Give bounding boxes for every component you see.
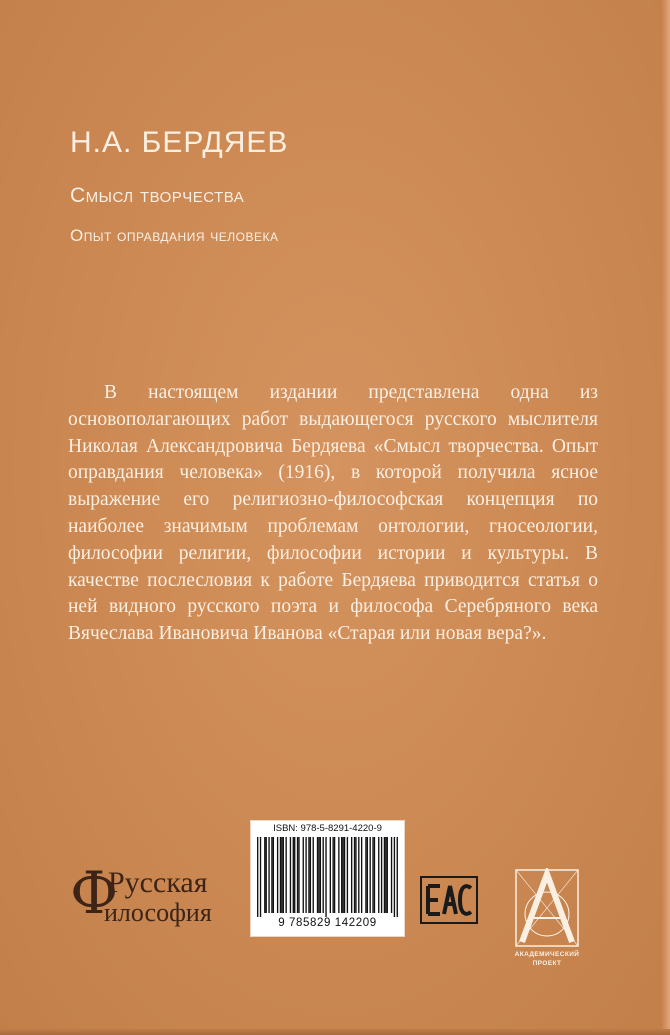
barcode-bar <box>268 837 269 913</box>
barcode-bar <box>358 837 359 913</box>
barcode-bar <box>370 837 371 913</box>
barcode-bar <box>342 837 343 913</box>
barcode-bar <box>372 837 373 913</box>
barcode-bar <box>257 837 258 917</box>
barcode-bar <box>367 837 368 913</box>
barcode-bar <box>320 837 321 913</box>
barcode-bar <box>332 837 333 913</box>
barcode-bar <box>283 837 284 913</box>
barcode-bar <box>293 837 294 913</box>
eac-certification-icon <box>420 876 478 924</box>
barcode-digits: 9 785829 142209 <box>278 917 377 929</box>
series-logo-russkaya-filosofiya <box>70 859 240 932</box>
series-logo-line1: Русская <box>108 866 208 899</box>
barcode-bar <box>341 837 342 913</box>
barcode-bar <box>397 837 398 917</box>
barcode-bar <box>394 837 395 917</box>
publisher-name <box>502 950 592 968</box>
barcode-bar <box>354 837 355 913</box>
barcode-bar <box>280 837 281 913</box>
barcode-bar <box>318 837 319 913</box>
series-logo-initial: Ф <box>70 859 119 927</box>
barcode-bar <box>313 837 314 913</box>
barcode-bar <box>334 837 335 913</box>
barcode-bar <box>344 837 345 913</box>
publisher-name-line2: ПРОЕКТ <box>532 960 562 967</box>
barcode-bar <box>385 837 386 913</box>
cover-edge-bottom <box>0 1029 670 1035</box>
series-logo-line2: илософия <box>104 898 212 927</box>
barcode-icon <box>257 837 398 917</box>
barcode-bar <box>330 837 331 913</box>
barcode-bar <box>323 837 324 913</box>
barcode-bar <box>271 837 272 913</box>
barcode-bar <box>351 837 352 913</box>
barcode-bar <box>387 837 388 913</box>
barcode-bar <box>325 837 326 917</box>
barcode-bar <box>365 837 366 913</box>
barcode-bar <box>391 837 392 913</box>
barcode-bar <box>310 837 311 913</box>
barcode-bar <box>317 837 318 913</box>
barcode-bar <box>381 837 382 913</box>
barcode-bar <box>297 837 298 913</box>
cover-edge-right <box>662 0 670 1035</box>
isbn-label: ISBN: 978-5-8291-4220-9 <box>273 823 382 834</box>
book-subtitle: Опыт оправдания человека <box>70 226 279 245</box>
barcode-bar <box>338 837 339 913</box>
barcode-bar <box>281 837 282 913</box>
publisher-logo <box>502 868 592 988</box>
barcode-bar <box>277 837 278 913</box>
barcode-bar <box>303 837 304 913</box>
book-title: Смысл творчества <box>70 184 245 207</box>
barcode-bar <box>308 837 309 913</box>
barcode-bar <box>266 837 267 913</box>
barcode-bar <box>260 837 261 917</box>
annotation-text: В настоящем издании представлена одна из основополагающих работ выдающегося русского мыслителя Николая Александровича Бердяева «Смысл творчества. Опыт оправдания человека» (1916), в которой получила ясное выражение его религиозно-философская концепция по наиболее значимым проблемам онтологии, гносеологии, философии религии, философии истории и культуры. В качестве послесловия к работе Бердяева приводится статья о ней видного русского поэта и философа Серебряного века Вячеслава Ивановича Иванова «Старая или новая вера?». <box>68 382 598 645</box>
barcode-bar <box>290 837 291 913</box>
barcode-bar <box>305 837 306 913</box>
barcode-bar <box>285 837 286 913</box>
barcode-bar <box>298 837 299 913</box>
barcode-sticker <box>250 820 405 937</box>
barcode-bar <box>273 837 274 913</box>
barcode-bar <box>347 837 348 913</box>
barcode-bar <box>378 837 379 913</box>
author-name: Н.А. БЕРДЯЕВ <box>70 126 289 159</box>
barcode-bar <box>384 837 385 913</box>
barcode-bar <box>294 837 295 913</box>
publisher-letter-a-icon <box>502 868 592 950</box>
publisher-name-line1: АКАДЕМИЧЕСКИЙ <box>514 951 580 958</box>
barcode-bar <box>264 837 265 913</box>
barcode-bar <box>361 837 362 913</box>
barcode-bar <box>355 837 356 913</box>
barcode-bar <box>374 837 375 913</box>
